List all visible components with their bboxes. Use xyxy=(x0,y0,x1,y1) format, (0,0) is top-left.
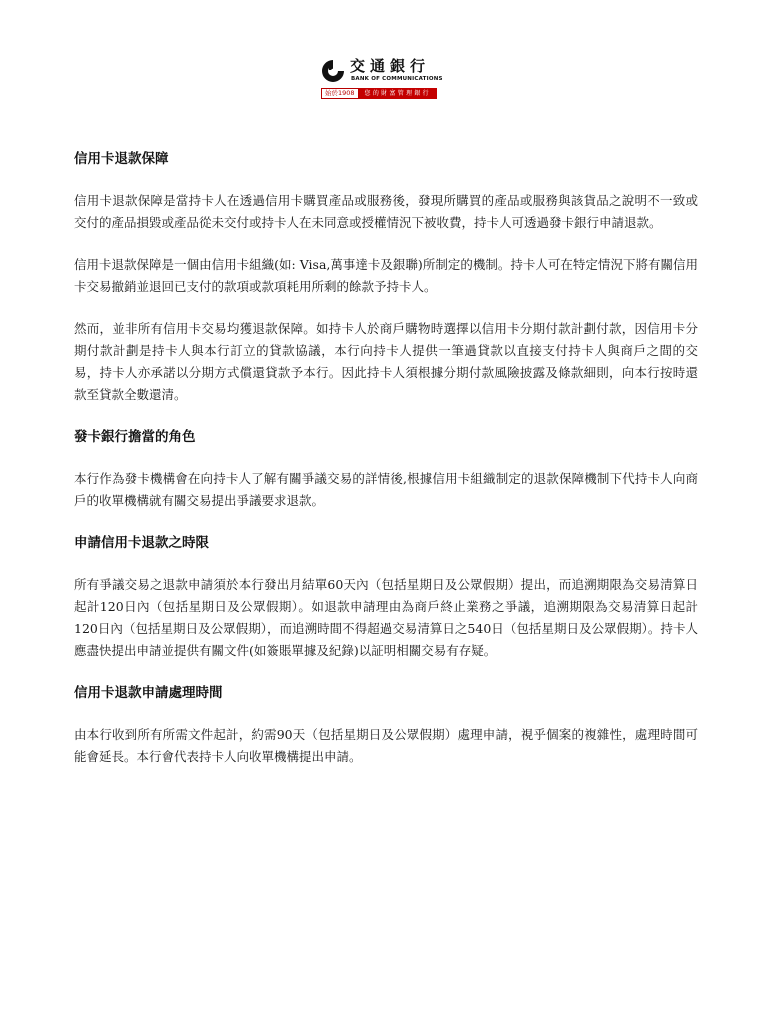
logo-tagline-bar xyxy=(321,88,437,99)
bank-logo xyxy=(320,58,456,102)
logo-name-cn: 交通銀行 xyxy=(350,57,431,75)
paragraph: 信用卡退款保障是當持卡人在透過信用卡購買產品或服務後，發現所購買的產品或服務與該貨品之說明不一致或交付的產品損毀或產品從未交付或持卡人在未同意或授權情況下被收費，持卡人可透過發卡銀行申請退款。 xyxy=(74,193,698,230)
paragraph: 本行作為發卡機構會在向持卡人了解有關爭議交易的詳情後,根據信用卡組織制定的退款保障機制下代持卡人向商戶的收單機構就有關交易提出爭議要求退款。 xyxy=(74,471,698,508)
section-heading-chargeback-protection: 信用卡退款保障 xyxy=(74,151,169,167)
section-heading-processing-time: 信用卡退款申請處理時間 xyxy=(74,685,223,701)
paragraph: 所有爭議交易之退款申請須於本行發出月結單60天內（包括星期日及公眾假期）提出，而追溯期限為交易清算日起計120日內（包括星期日及公眾假期）。如退款申請理由為商戶終止業務之爭議，追溯期限為交易清算日起計120日內（包括星期日及公眾假期），而追溯時間不得超過交易清算日之540日（包括星期日及公眾假期）。持卡人應盡快提出申請並提供有關文件(如簽賬單據及紀錄)以証明相關交易有存疑。 xyxy=(74,577,698,658)
section-heading-time-limit: 申請信用卡退款之時限 xyxy=(74,535,209,551)
section-heading-issuer-role: 發卡銀行擔當的角色 xyxy=(74,429,196,445)
logo-since: 始於1908 xyxy=(321,88,359,99)
logo-name-en: BANK OF COMMUNICATIONS xyxy=(351,76,443,82)
paragraph: 信用卡退款保障是一個由信用卡組織(如: Visa,萬事達卡及銀聯)所制定的機制。持卡人可在特定情況下將有關信用卡交易撤銷並退回已支付的款項或款項耗用所剩的餘款予持卡人。 xyxy=(74,257,698,294)
bank-emblem-icon xyxy=(320,58,346,84)
logo-slogan: 您的財富管理銀行 xyxy=(359,88,437,99)
paragraph: 由本行收到所有所需文件起計，約需90天（包括星期日及公眾假期）處理申請，視乎個案的複雜性，處理時間可能會延長。本行會代表持卡人向收單機構提出申請。 xyxy=(74,727,698,764)
paragraph: 然而，並非所有信用卡交易均獲退款保障。如持卡人於商戶購物時選擇以信用卡分期付款計劃付款，因信用卡分期付款計劃是持卡人與本行訂立的貸款協議，本行向持卡人提供一筆過貸款以直接支付持卡人與商戶之間的交易，持卡人亦承諾以分期方式償還貸款予本行。因此持卡人須根據分期付款風險披露及條款細則，向本行按時還款至貸款全數還清。 xyxy=(74,321,698,402)
document-body xyxy=(74,148,698,768)
